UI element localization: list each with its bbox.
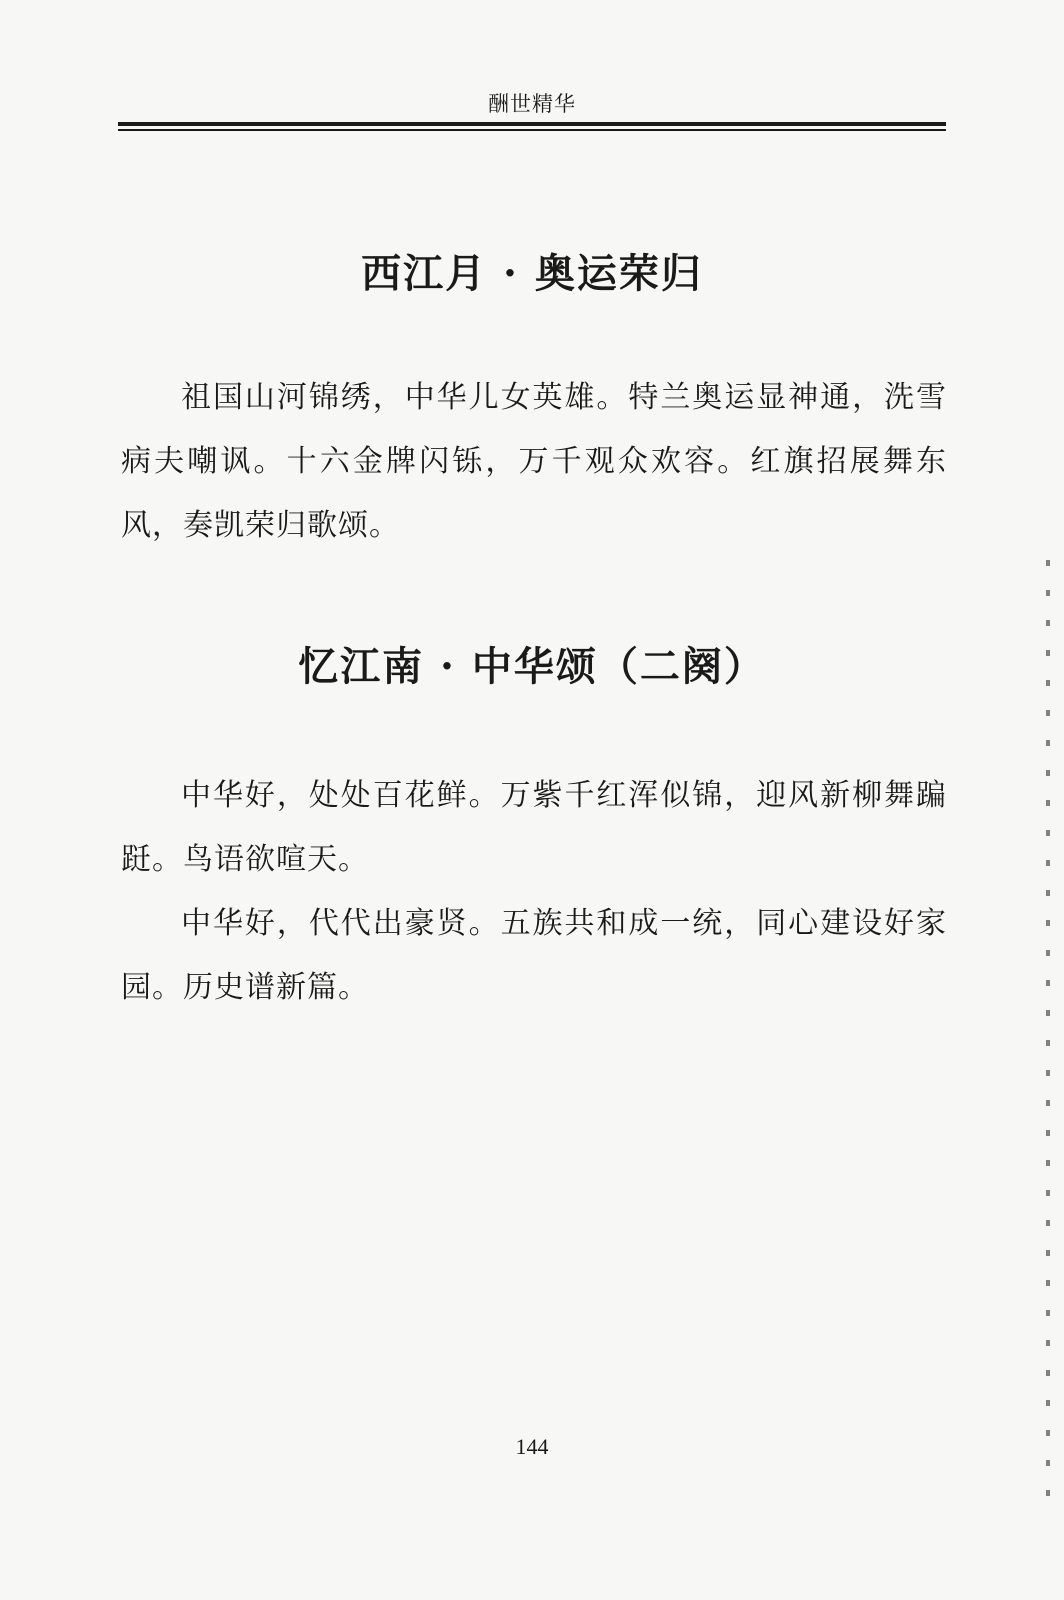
poem-title: 西江月 · 奥运荣归: [361, 250, 703, 297]
poem-paragraph: 祖国山河锦绣，中华儿女英雄。特兰奥运显神通，洗雪病夫嘲讽。十六金牌闪铄，万千观众欢容。红旗招展舞东风，奏凯荣归歌颂。: [121, 380, 947, 543]
running-header: 酬世精华: [488, 92, 576, 116]
header-rule-thin: [118, 129, 946, 131]
scan-edge-artifact: [1046, 560, 1050, 1510]
page-number: 144: [515, 1434, 549, 1459]
poem-body: [121, 764, 947, 1020]
poem-title: 忆江南 · 中华颂（二阕）: [298, 643, 766, 690]
poem-paragraph: 中华好，处处百花鲜。万紫千红浑似锦，迎风新柳舞蹁跹。鸟语欲喧天。: [121, 778, 947, 877]
poem-paragraph: 中华好，代代出豪贤。五族共和成一统，同心建设好家园。历史谱新篇。: [121, 906, 947, 1005]
header-rule-thick: [118, 122, 946, 126]
poem-body: [121, 366, 947, 558]
